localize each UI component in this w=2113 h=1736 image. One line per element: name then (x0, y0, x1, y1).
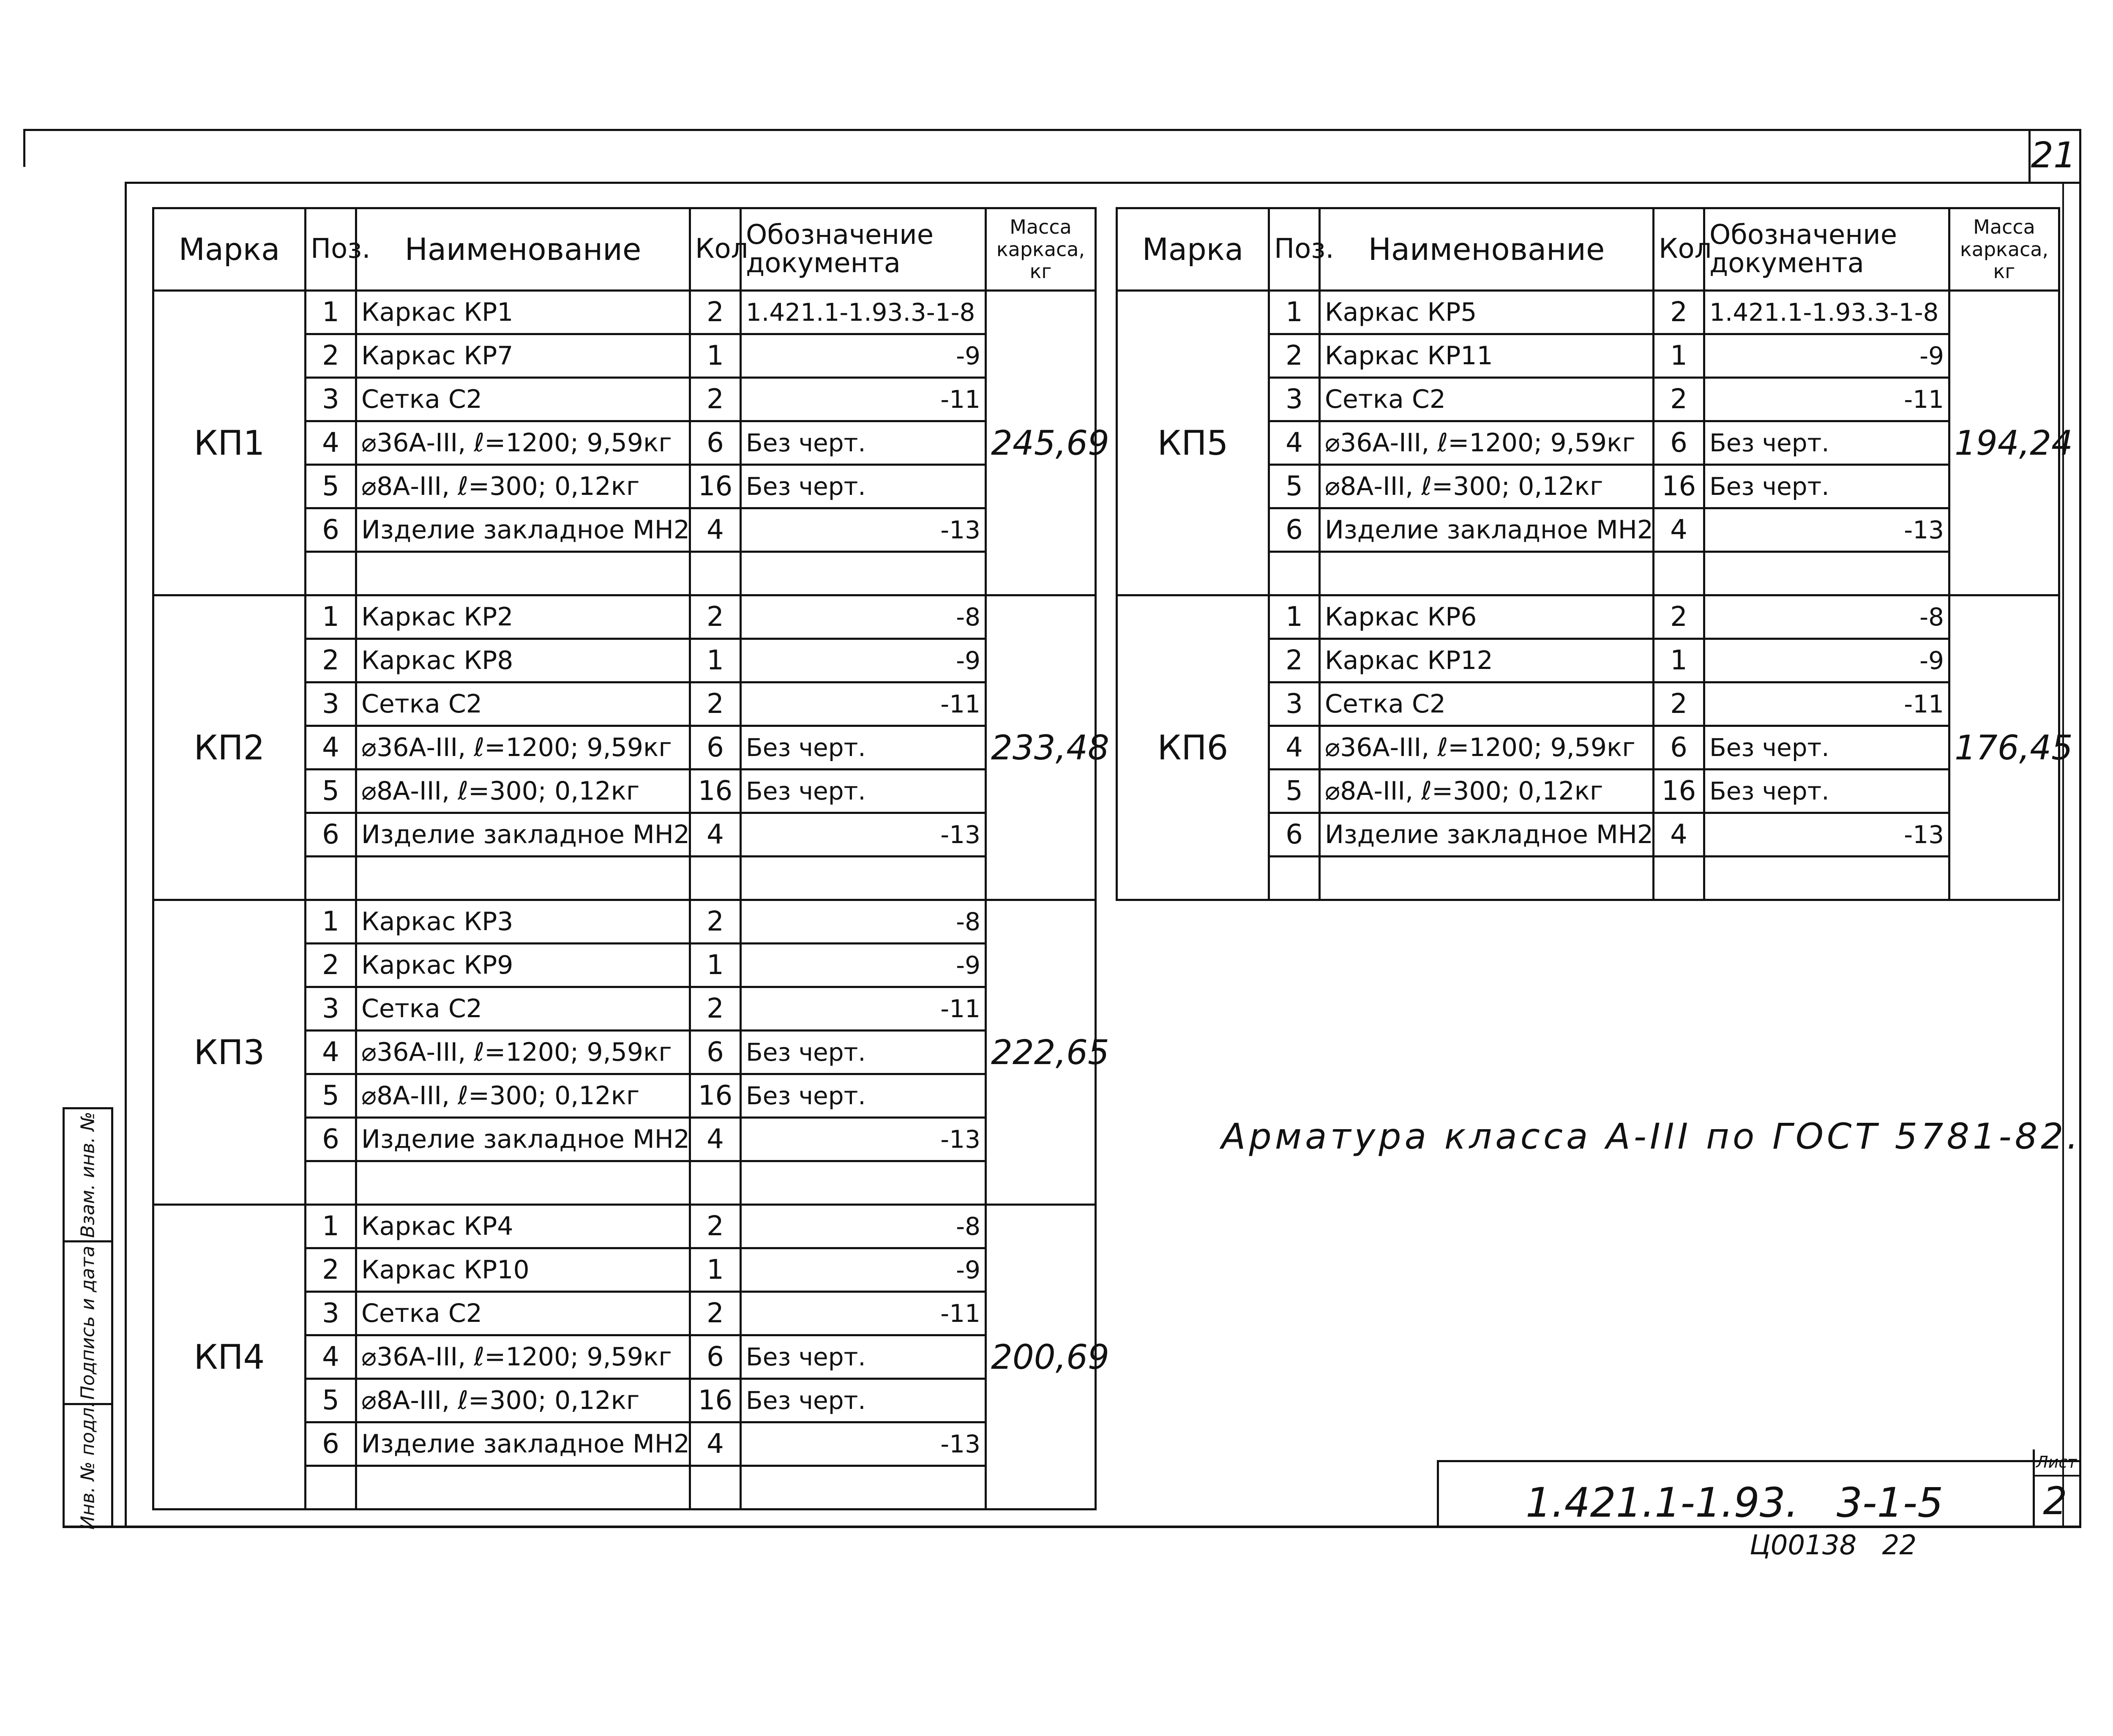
row-name: Каркас КР11 (1320, 334, 1654, 378)
row-pos: 3 (306, 682, 356, 726)
page-number: 21 (2031, 134, 2076, 176)
row-doc: Без черт. (741, 1074, 986, 1118)
row-qty: 4 (690, 508, 741, 552)
header-qty: Кол (1654, 208, 1704, 291)
row-qty: 6 (690, 1031, 741, 1074)
group-mass: 245,69 (986, 291, 1096, 595)
row-qty: 2 (1654, 291, 1704, 334)
row-name: ⌀36А-III, ℓ=1200; 9,59кг (356, 726, 690, 770)
row-doc: -11 (1704, 682, 1949, 726)
row-pos: 2 (1269, 334, 1320, 378)
row-doc: Без черт. (1704, 465, 1949, 508)
row-pos: 1 (306, 291, 356, 334)
header-name: Наименование (356, 208, 690, 291)
table-row (153, 1205, 1096, 1248)
inner-frame-right (2062, 182, 2064, 1526)
row-pos: 4 (306, 1031, 356, 1074)
row-pos: 5 (306, 465, 356, 508)
row-name: Изделие закладное МН2 (356, 1422, 690, 1466)
row-name: Каркас КР9 (356, 944, 690, 987)
row-name: Каркас КР8 (356, 639, 690, 682)
group-mark: КП6 (1117, 595, 1269, 900)
row-name: ⌀36А-III, ℓ=1200; 9,59кг (1320, 421, 1654, 465)
row-qty: 2 (690, 987, 741, 1031)
row-name: Каркас КР7 (356, 334, 690, 378)
group-mark: КП3 (153, 900, 306, 1205)
row-name: Сетка С2 (1320, 378, 1654, 421)
row-pos: 5 (1269, 770, 1320, 813)
row-qty: 1 (1654, 334, 1704, 378)
row-name: Каркас КР1 (356, 291, 690, 334)
row-qty: 16 (1654, 465, 1704, 508)
row-doc: Без черт. (741, 1379, 986, 1422)
table-row (1117, 291, 2059, 334)
header-pos: Поз. (306, 208, 356, 291)
row-doc: Без черт. (741, 1031, 986, 1074)
row-pos: 2 (306, 1248, 356, 1292)
row-qty: 1 (690, 334, 741, 378)
row-doc: -8 (741, 595, 986, 639)
row-qty: 6 (690, 1335, 741, 1379)
table-row (153, 595, 1096, 639)
side-box-signature (63, 1240, 113, 1405)
row-pos: 5 (306, 770, 356, 813)
row-name: Изделие закладное МН2 (356, 813, 690, 857)
row-doc: Без черт. (741, 421, 986, 465)
group-mass: 200,69 (986, 1205, 1096, 1509)
row-qty: 6 (690, 726, 741, 770)
drawing-code: 1.421.1-1.93. 3-1-5 (1526, 1479, 1944, 1526)
row-pos: 3 (1269, 682, 1320, 726)
row-doc: -11 (741, 378, 986, 421)
outer-frame-right (2079, 129, 2081, 1528)
row-name: Каркас КР10 (356, 1248, 690, 1292)
row-name: ⌀36А-III, ℓ=1200; 9,59кг (356, 1031, 690, 1074)
group-mark: КП1 (153, 291, 306, 595)
row-doc: -9 (741, 944, 986, 987)
row-name: Каркас КР4 (356, 1205, 690, 1248)
row-qty: 4 (690, 1422, 741, 1466)
right-spec-table (1116, 207, 2073, 901)
row-doc: Без черт. (1704, 770, 1949, 813)
row-name: ⌀36А-III, ℓ=1200; 9,59кг (356, 421, 690, 465)
row-pos: 2 (306, 944, 356, 987)
row-doc: -13 (741, 508, 986, 552)
stamp-sheet-divider-v (2033, 1449, 2035, 1528)
side-box-inventory (63, 1403, 113, 1528)
row-pos: 5 (1269, 465, 1320, 508)
row-doc: -8 (741, 900, 986, 944)
header-pos: Поз. (1269, 208, 1320, 291)
row-qty: 4 (690, 813, 741, 857)
row-qty: 16 (690, 1379, 741, 1422)
row-pos: 1 (306, 595, 356, 639)
row-doc: -9 (741, 639, 986, 682)
table-row (1117, 595, 2059, 639)
row-name: Сетка С2 (356, 987, 690, 1031)
row-name: ⌀8А-III, ℓ=300; 0,12кг (1320, 770, 1654, 813)
row-pos: 1 (1269, 595, 1320, 639)
row-doc: -13 (741, 1118, 986, 1161)
row-name: ⌀36А-III, ℓ=1200; 9,59кг (356, 1335, 690, 1379)
row-name: Изделие закладное МН2 (356, 508, 690, 552)
row-pos: 6 (306, 1118, 356, 1161)
row-doc: -8 (741, 1205, 986, 1248)
row-name: ⌀36А-III, ℓ=1200; 9,59кг (1320, 726, 1654, 770)
header-qty: Кол (690, 208, 741, 291)
row-pos: 1 (1269, 291, 1320, 334)
row-qty: 2 (1654, 682, 1704, 726)
header-name: Наименование (1320, 208, 1654, 291)
row-doc: Без черт. (741, 770, 986, 813)
sheet-number: 2 (2043, 1479, 2067, 1523)
header-mass: Масса каркаса, кг (986, 208, 1096, 291)
row-qty: 6 (1654, 726, 1704, 770)
row-qty: 16 (690, 770, 741, 813)
row-pos: 5 (306, 1074, 356, 1118)
group-mass: 233,48 (986, 595, 1096, 900)
row-name: ⌀8А-III, ℓ=300; 0,12кг (356, 1379, 690, 1422)
row-qty: 2 (690, 1205, 741, 1248)
row-doc: -11 (741, 987, 986, 1031)
row-doc: -9 (1704, 334, 1949, 378)
row-doc: Без черт. (741, 726, 986, 770)
row-pos: 1 (306, 900, 356, 944)
outer-frame-top (23, 129, 2081, 131)
row-pos: 6 (306, 508, 356, 552)
row-name: Изделие закладное МН2 (1320, 508, 1654, 552)
row-pos: 3 (1269, 378, 1320, 421)
row-name: ⌀8А-III, ℓ=300; 0,12кг (356, 1074, 690, 1118)
row-pos: 6 (1269, 508, 1320, 552)
row-pos: 3 (306, 378, 356, 421)
row-pos: 5 (306, 1379, 356, 1422)
row-qty: 2 (690, 682, 741, 726)
stamp-box-left (1437, 1460, 1439, 1528)
row-qty: 1 (690, 1248, 741, 1292)
row-pos: 2 (306, 639, 356, 682)
header-mark: Марка (153, 208, 306, 291)
row-name: Изделие закладное МН2 (356, 1118, 690, 1161)
row-qty: 2 (690, 291, 741, 334)
row-qty: 2 (690, 1292, 741, 1335)
row-pos: 4 (306, 726, 356, 770)
row-name: Каркас КР6 (1320, 595, 1654, 639)
row-name: Сетка С2 (356, 378, 690, 421)
row-pos: 3 (306, 987, 356, 1031)
group-mark: КП5 (1117, 291, 1269, 595)
row-doc: Без черт. (741, 1335, 986, 1379)
group-mass: 176,45 (1949, 595, 2059, 900)
row-pos: 6 (1269, 813, 1320, 857)
row-name: Сетка С2 (356, 682, 690, 726)
reinforcement-note: Арматура класса А-III по ГОСТ 5781-82. (1221, 1116, 2082, 1157)
row-pos: 3 (306, 1292, 356, 1335)
row-doc: -11 (1704, 378, 1949, 421)
row-pos: 2 (306, 334, 356, 378)
row-qty: 2 (1654, 595, 1704, 639)
group-mass: 194,24 (1949, 291, 2059, 595)
row-qty: 16 (1654, 770, 1704, 813)
row-doc: -9 (741, 334, 986, 378)
row-qty: 2 (690, 900, 741, 944)
row-qty: 2 (1654, 378, 1704, 421)
row-name: Сетка С2 (356, 1292, 690, 1335)
left-header-row (153, 208, 1096, 291)
left-spec-table (152, 207, 1109, 1510)
row-doc: -11 (741, 682, 986, 726)
row-doc: 1.421.1-1.93.3-1-8 (1704, 291, 1949, 334)
inner-frame-top (125, 182, 2081, 184)
row-qty: 16 (690, 1074, 741, 1118)
row-doc: Без черт. (1704, 726, 1949, 770)
row-doc: -9 (741, 1248, 986, 1292)
row-qty: 1 (690, 944, 741, 987)
outer-frame-left (23, 129, 25, 167)
side-label-replacement: Взам. инв. № (77, 1111, 99, 1238)
row-qty: 2 (690, 378, 741, 421)
row-doc: 1.421.1-1.93.3-1-8 (741, 291, 986, 334)
row-qty: 2 (690, 595, 741, 639)
row-qty: 1 (690, 639, 741, 682)
header-doc: Обозначение документа (1704, 208, 1949, 291)
side-label-signature: Подпись и дата (77, 1245, 99, 1400)
table-row (153, 900, 1096, 944)
row-name: ⌀8А-III, ℓ=300; 0,12кг (1320, 465, 1654, 508)
header-mass: Масса каркаса, кг (1949, 208, 2059, 291)
row-name: ⌀8А-III, ℓ=300; 0,12кг (356, 465, 690, 508)
row-qty: 4 (1654, 508, 1704, 552)
row-qty: 4 (690, 1118, 741, 1161)
group-mark: КП4 (153, 1205, 306, 1509)
row-pos: 6 (306, 813, 356, 857)
archive-number: Ц00138 22 (1750, 1530, 1917, 1561)
row-doc: -9 (1704, 639, 1949, 682)
right-header-row (1117, 208, 2059, 291)
row-qty: 1 (1654, 639, 1704, 682)
row-qty: 16 (690, 465, 741, 508)
row-qty: 6 (1654, 421, 1704, 465)
row-pos: 4 (1269, 726, 1320, 770)
side-label-inventory: Инв. № подл. (77, 1401, 99, 1530)
row-pos: 4 (306, 1335, 356, 1379)
row-pos: 4 (306, 421, 356, 465)
row-name: Каркас КР2 (356, 595, 690, 639)
row-qty: 4 (1654, 813, 1704, 857)
table-row (153, 291, 1096, 334)
row-name: ⌀8А-III, ℓ=300; 0,12кг (356, 770, 690, 813)
row-name: Каркас КР3 (356, 900, 690, 944)
row-pos: 2 (1269, 639, 1320, 682)
row-qty: 6 (690, 421, 741, 465)
header-mark: Марка (1117, 208, 1269, 291)
row-doc: Без черт. (741, 465, 986, 508)
row-pos: 1 (306, 1205, 356, 1248)
row-doc: -8 (1704, 595, 1949, 639)
row-doc: -11 (741, 1292, 986, 1335)
row-doc: -13 (1704, 508, 1949, 552)
header-doc: Обозначение документа (741, 208, 986, 291)
inner-frame-left (125, 182, 127, 1528)
row-name: Каркас КР5 (1320, 291, 1654, 334)
stamp-box-top (1437, 1460, 2079, 1462)
row-pos: 4 (1269, 421, 1320, 465)
side-box-replacement (63, 1107, 113, 1242)
row-doc: -13 (741, 1422, 986, 1466)
row-pos: 6 (306, 1422, 356, 1466)
sheet-label: Лист (2036, 1453, 2077, 1471)
row-doc: Без черт. (1704, 421, 1949, 465)
row-doc: -13 (741, 813, 986, 857)
row-doc: -13 (1704, 813, 1949, 857)
row-name: Изделие закладное МН2 (1320, 813, 1654, 857)
row-name: Каркас КР12 (1320, 639, 1654, 682)
row-name: Сетка С2 (1320, 682, 1654, 726)
group-mark: КП2 (153, 595, 306, 900)
group-mass: 222,65 (986, 900, 1096, 1205)
stamp-sheet-divider-h (2033, 1475, 2079, 1477)
